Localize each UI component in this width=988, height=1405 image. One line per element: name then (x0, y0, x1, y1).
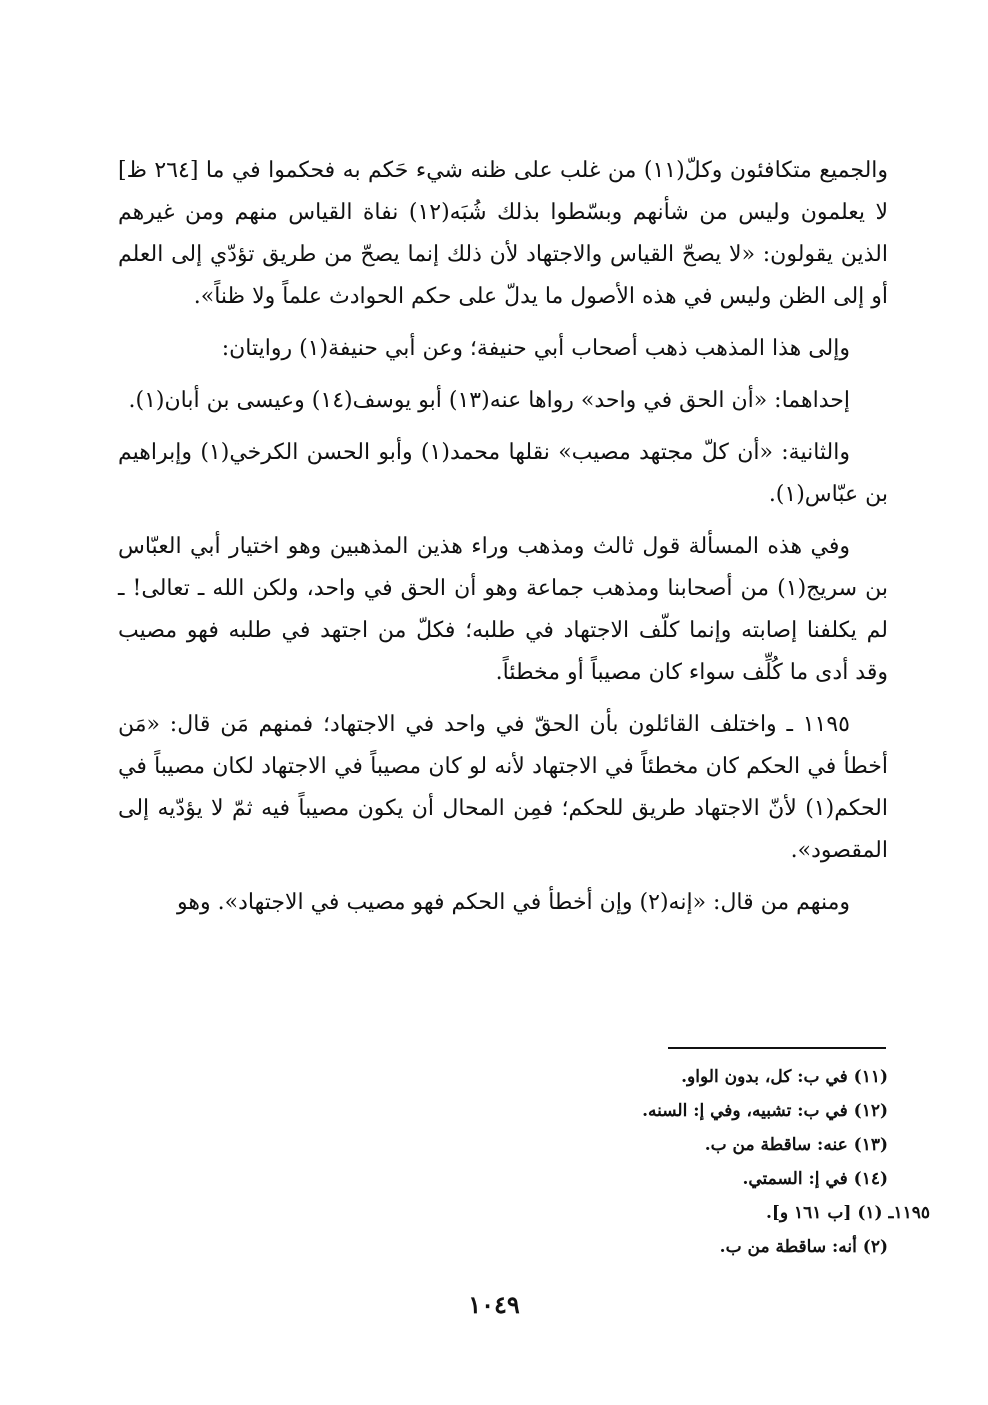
footnote-12: (١٢) في ب: تشبيه، وفي إ: السنه. (642, 1101, 888, 1121)
paragraph-2: وإلى هذا المذهب ذهب أصحاب أبي حنيفة؛ وعن أبي حنيفة(١) روايتان: (221, 336, 850, 361)
footnote-divider (668, 1047, 886, 1049)
paragraph-1: والجميع متكافئون وكلّ(١١) من غلب على ظنه شيء حَكم به فحكموا في ما [٢٦٤ ظ] لا يعلمون وليس من شأنهم وبسّطوا بذلك شُبَه(١٢) نفاة القياس منهم ومن غيرهم الذين يقولون: «لا يصحّ القياس والاجتهاد لأن ذلك إنما يصحّ من طريق تؤدّي إلى العلم أو إلى الظن وليس في هذه الأصول ما يدلّ على حكم الحوادث علماً ولا ظناً». (118, 158, 889, 309)
footnote-13: (١٣) عنه: ساقطة من ب. (704, 1135, 888, 1155)
footnote-14: (١٤) في إ: السمتي. (742, 1169, 888, 1189)
footnotes (388, 1060, 930, 1264)
paragraph-7: ومنهم من قال: «إنه(٢) وإن أخطأ في الحكم فهو مصيب في الاجتهاد». وهو (177, 890, 850, 915)
footnote-1195-2: (٢) أنه: ساقطة من ب. (719, 1237, 888, 1257)
paragraph-4: والثانية: «أن كلّ مجتهد مصيب» نقلها محمد(١) وأبو الحسن الكرخي(١) وإبراهيم بن عبّاس(١). (118, 440, 888, 507)
paragraph-3: إحداهما: «أن الحق في واحد» رواها عنه(١٣) أبو يوسف(١٤) وعيسى بن أبان(١). (128, 388, 850, 413)
main-text (118, 150, 888, 924)
footnote-11: (١١) في ب: كل، بدون الواو. (681, 1067, 888, 1087)
page-number: ١٠٤٩ (468, 1290, 520, 1319)
paragraph-6: ١١٩٥ ـ واختلف القائلون بأن الحقّ في واحد في الاجتهاد؛ فمنهم مَن قال: «مَن أخطأ في الحكم كان مخطئاً في الاجتهاد لأنه لو كان مصيباً في الاجتهاد لكان مصيباً في الحكم(١) لأنّ الاجتهاد طريق للحكم؛ فمِن المحال أن يكون مصيباً فيه ثمّ لا يؤدّيه إلى المقصود». (118, 712, 888, 863)
paragraph-5: وفي هذه المسألة قول ثالث ومذهب وراء هذين المذهبين وهو اختيار أبي العبّاس بن سريج(١) من أصحابنا ومذهب جماعة وهو أن الحق في واحد، ولكن الله ـ تعالى! ـ لم يكلفنا إصابته وإنما كلّف الاجتهاد في طلبه؛ فكلّ من اجتهد في طلبه فهو مصيب وقد أدى ما كُلِّف سواء كان مصيباً أو مخطئاً. (118, 534, 888, 685)
footnote-1195-1: ١١٩٥ـ (١) [ب ١٦١ و]. (765, 1203, 930, 1223)
